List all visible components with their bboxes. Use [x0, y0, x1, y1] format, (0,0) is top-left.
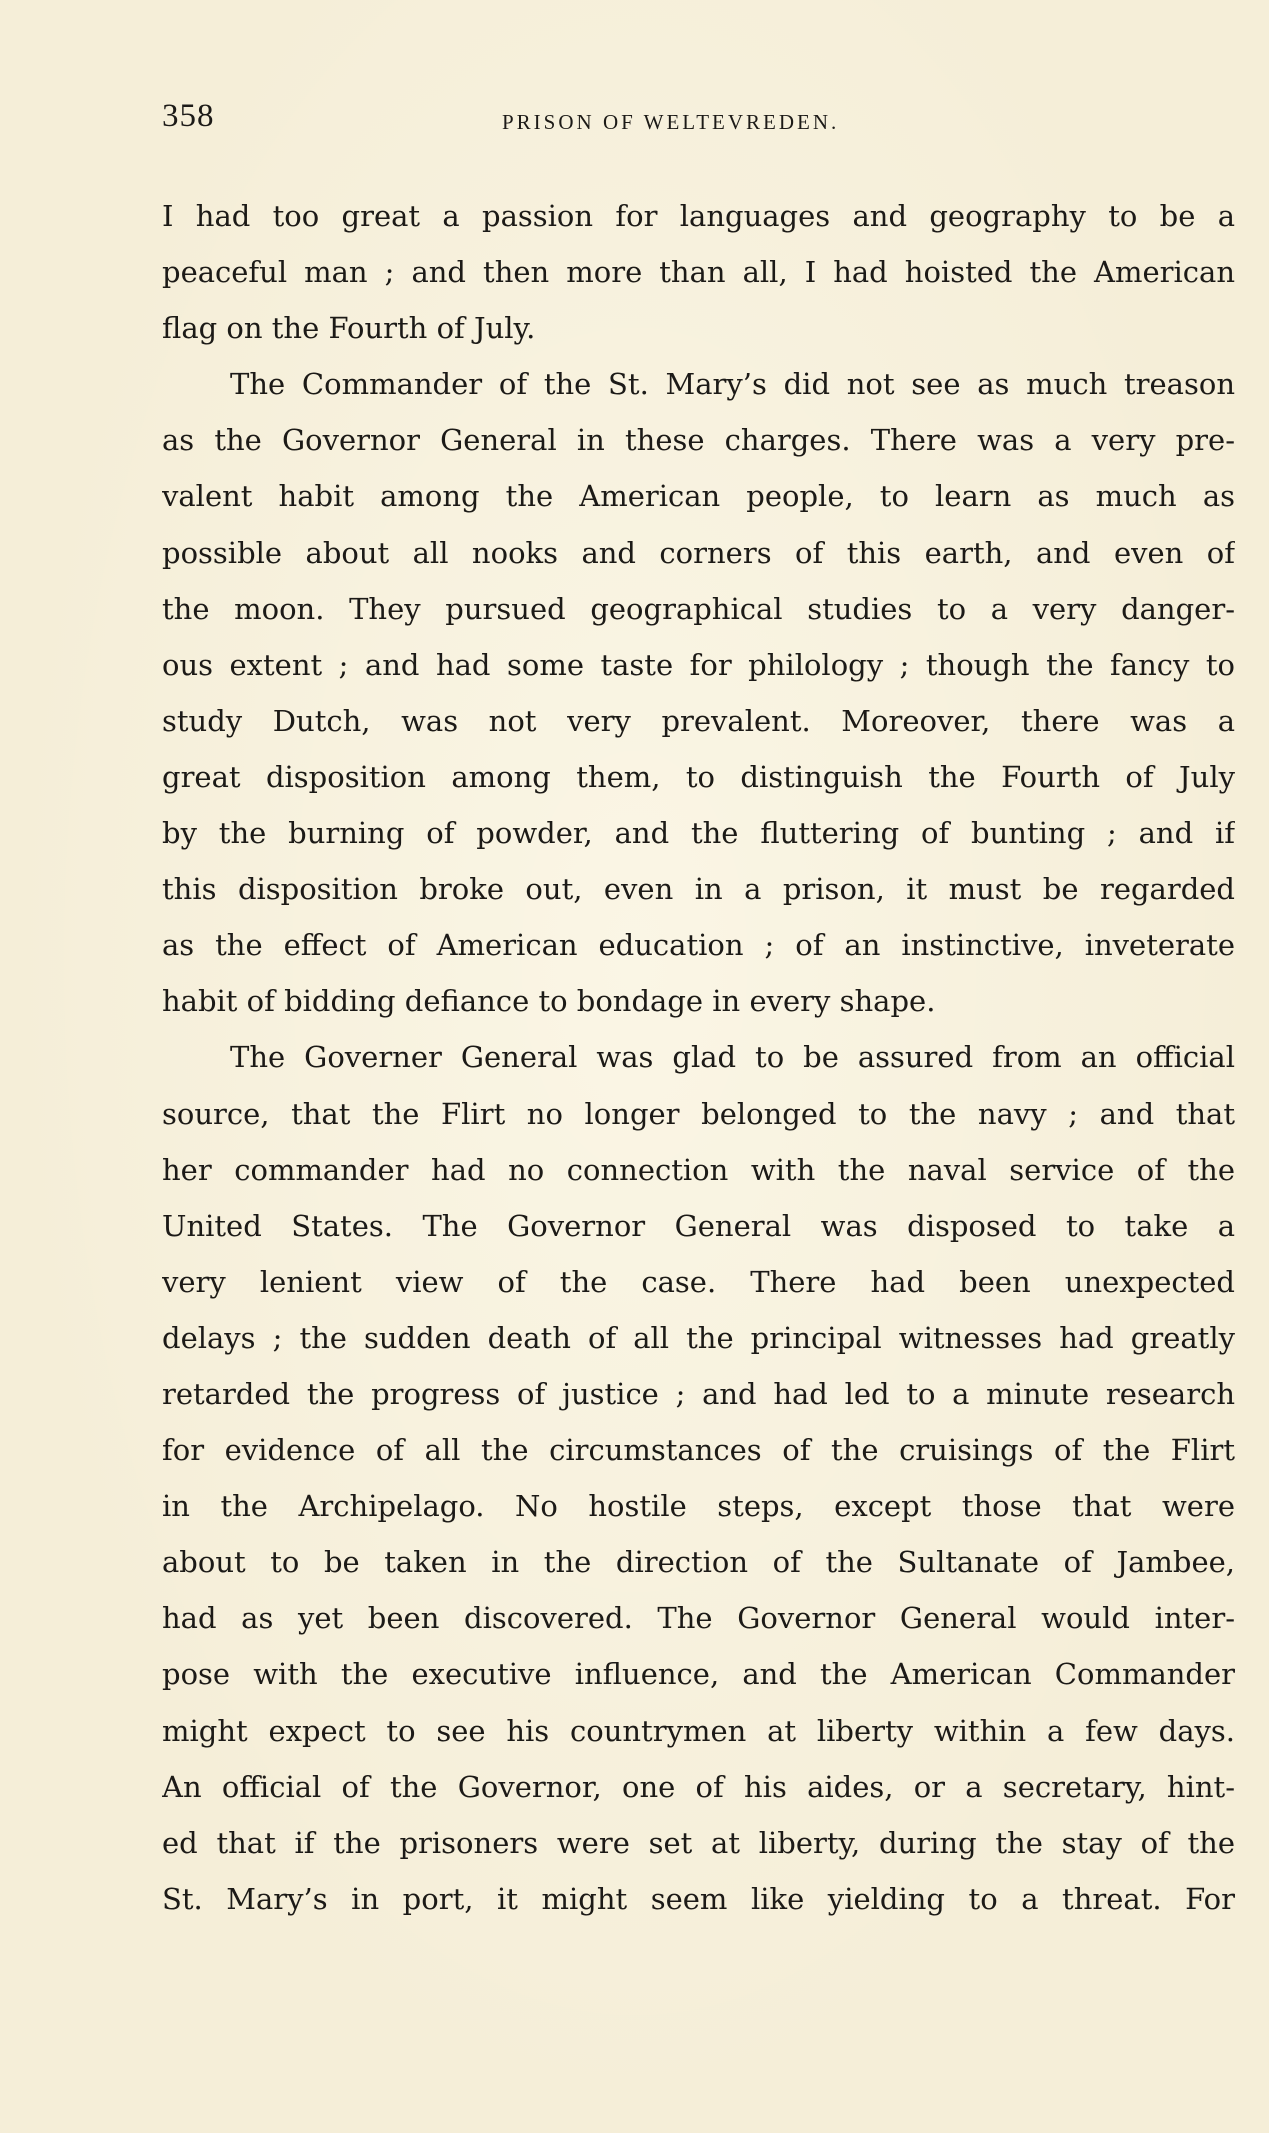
text-line: study Dutch, was not very prevalent. Moreover, there was a [162, 703, 1235, 738]
text-line: the moon. They pursued geographical studies to a very danger- [162, 591, 1235, 626]
text-line: source, that the Flirt no longer belonged to the navy ; and that [162, 1096, 1235, 1131]
text-line: for evidence of all the circumstances of the cruisings of the Flirt [162, 1433, 1235, 1468]
text-line: as the effect of American education ; of an instinctive, inveterate [162, 928, 1235, 963]
page-number: 358 [162, 98, 215, 134]
text-line: her commander had no connection with the naval service of the [162, 1152, 1235, 1187]
text-line: United States. The Governor General was disposed to take a [162, 1208, 1235, 1243]
text-line: by the burning of powder, and the fluttering of bunting ; and if [162, 816, 1235, 851]
page-header [162, 98, 1237, 146]
text-line: habit of bidding defiance to bondage in every shape. [162, 984, 936, 1019]
text-line: had as yet been discovered. The Governor General would inter- [162, 1601, 1235, 1636]
text-line: retarded the progress of justice ; and had led to a minute research [162, 1376, 1235, 1411]
text-line: about to be taken in the direction of the Sultanate of Jambee, [162, 1545, 1235, 1580]
text-line: I had too great a passion for languages and geography to be a [162, 199, 1235, 233]
text-line: ed that if the prisoners were set at liberty, during the stay of the [162, 1825, 1235, 1860]
text-line: St. Mary’s in port, it might seem like yielding to a threat. For [162, 1881, 1235, 1916]
text-line: as the Governor General in these charges. There was a very pre- [162, 423, 1235, 458]
text-line: delays ; the sudden death of all the principal witnesses had greatly [162, 1320, 1235, 1355]
text-line: might expect to see his countrymen at liberty within a few days. [162, 1713, 1235, 1748]
running-head: PRISON OF WELTEVREDEN. [502, 110, 840, 134]
text-line: flag on the Fourth of July. [162, 311, 536, 346]
text-line: The Governer General was glad to be assured from an official [230, 1040, 1235, 1075]
text-line: very lenient view of the case. There had been unexpected [162, 1264, 1235, 1299]
text-line: in the Archipelago. No hostile steps, except those that were [162, 1489, 1235, 1524]
text-line: ous extent ; and had some taste for philology ; though the fancy to [162, 647, 1235, 682]
text-line: this disposition broke out, even in a prison, it must be regarded [162, 872, 1235, 907]
text-line: peaceful man ; and then more than all, I had hoisted the American [162, 255, 1235, 290]
body-text [162, 188, 1235, 1927]
text-line: pose with the executive influence, and the American Commander [162, 1657, 1235, 1692]
text-line: great disposition among them, to distinguish the Fourth of July [162, 759, 1235, 794]
text-line: valent habit among the American people, to learn as much as [162, 479, 1235, 514]
text-line: An official of the Governor, one of his aides, or a secretary, hint- [162, 1769, 1235, 1804]
text-line: possible about all nooks and corners of this earth, and even of [162, 535, 1235, 570]
text-line: The Commander of the St. Mary’s did not see as much treason [230, 367, 1235, 402]
